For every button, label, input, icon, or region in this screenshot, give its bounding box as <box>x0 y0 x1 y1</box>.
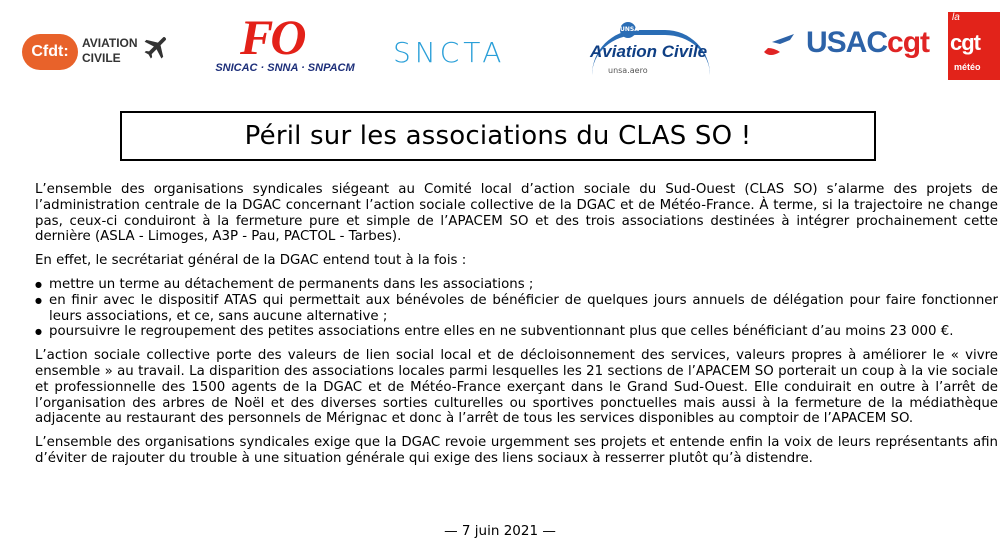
page-title: Péril sur les associations du CLAS SO ! <box>120 111 876 161</box>
cgt-part: cgt <box>887 26 930 59</box>
unsa-aviation-civile-logo <box>588 22 718 78</box>
cgt-meteo-sub: météo <box>954 62 981 72</box>
cgt-meteo-la: la <box>952 12 960 23</box>
document-body <box>35 182 998 475</box>
cfdt-badge: Cfdt: <box>22 34 78 70</box>
list-item: ● en finir avec le dispositif ATAS qui permettait aux bénévoles de bénéficier de quelques jours annuels de délégation pour faire fonctionner leurs associations, et ce, sans aucune alternative ; <box>35 293 998 325</box>
usac-cgt-logo <box>760 24 930 68</box>
fo-logo <box>210 8 360 80</box>
sncta-logo: SNCTA <box>393 36 506 69</box>
list-item: ● poursuivre le regroupement des petites associations entre elles en ne subventionnant plus que celles bénéficiant d’au moins 23 000 €. <box>35 324 998 340</box>
usac-text <box>806 26 929 60</box>
demands-list <box>35 277 998 340</box>
airplane-icon <box>142 32 172 62</box>
cfdt-line1: AVIATION <box>82 36 138 50</box>
document-date: — 7 juin 2021 — <box>444 523 556 539</box>
header-logos <box>0 0 1000 92</box>
fo-subtitle: SNICAC · SNNA · SNPACM <box>215 62 355 74</box>
unsa-badge: UNSA <box>620 22 636 38</box>
cgt-meteo-cgt: cgt <box>950 30 980 55</box>
paragraph-values: L’action sociale collective porte des valeurs de lien social local et de décloisonnement des services, valeurs propres à améliorer le « vivre ensemble » au travail. La disparition des associations locales parmi lesquelles les 21 sections de l’APACEM SO porterait un coup à la vie sociale et professionnelle des 1500 agents de la DGAC et de Météo-France exerçant dans le Grand Sud-Ouest. Elle conduirait en outre à l’arrêt de l’organisation des arbres de Noël et des diverses sorties culturelles ou sportives ponctuelles mais aussi à la fermeture de la médiathèque adjacente au restaurant des personnels de Mérignac et donc à l’arrêt de tous les services disponibles au comptoir de l’APACEM SO. <box>35 348 998 427</box>
paragraph-list-intro: En effet, le secrétariat général de la DGAC entend tout à la fois : <box>35 253 467 269</box>
fo-mark: FO <box>240 9 304 65</box>
cgt-meteo-logo <box>948 12 1000 80</box>
list-item: ● mettre un terme au détachement de permanents dans les associations ; <box>35 277 998 293</box>
unsa-url: unsa.aero <box>608 66 648 75</box>
cfdt-line2: CIVILE <box>82 51 121 65</box>
paragraph-intro: L’ensemble des organisations syndicales siégeant au Comité local d’action sociale du Sud-Ouest (CLAS SO) s’alarme des projets de l’administration centrale de la DGAC concernant l’action sociale collective de la DGAC et de Météo-France. À terme, si la trajectoire ne change pas, ceux-ci conduiront à la fermeture pure et simple de l’APACEM SO et des trois associations destinées à intégrer prochainement cette dernière (ASLA - Limoges, A3P - Pau, PACTOL - Tarbes). <box>35 182 998 245</box>
cfdt-text <box>82 36 138 66</box>
plane-circle-icon <box>760 28 800 62</box>
paragraph-demand: L’ensemble des organisations syndicales exige que la DGAC revoie urgemment ses projets et entende enfin la voix de leurs représentants afin d’éviter de rajouter du trouble à une situation générale qui exige des liens sociaux à resserrer plutôt qu’à distendre. <box>35 435 998 466</box>
usac-part: USAC <box>806 26 888 59</box>
cfdt-aviation-civile-logo <box>22 28 172 76</box>
unsa-word: Aviation Civile <box>590 42 708 61</box>
